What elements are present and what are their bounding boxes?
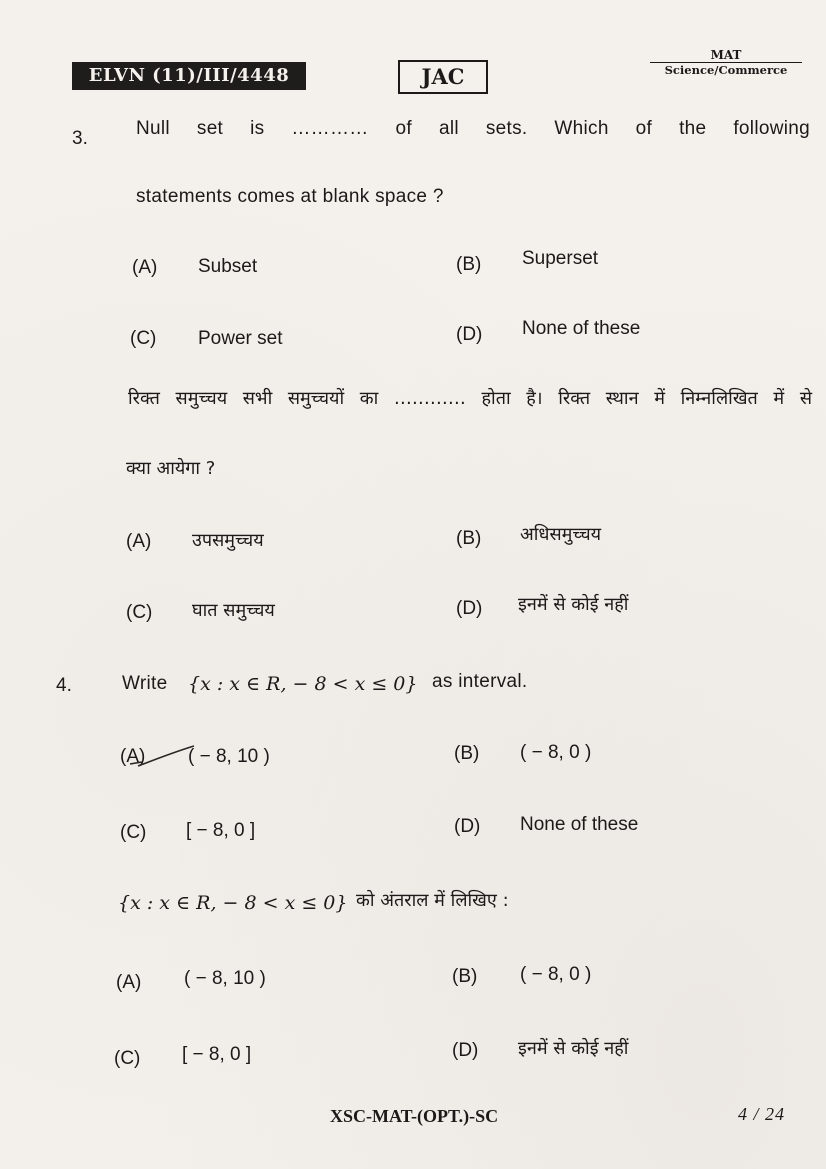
option-text: उपसमुच्चय [192,530,264,551]
question-text-line: Null set is ………… of all sets. Which of the following [136,118,810,139]
option-text: ( − 8, 0 ) [520,964,592,985]
question-number: 4. [56,675,72,696]
option-text: Power set [198,328,283,349]
option-label: (D) [456,324,483,345]
set-notation: {x : x ∈ R, − 8 < x ≤ 0} [118,892,348,914]
subject-block [650,48,802,77]
question-text-line-hindi: रिक्त समुच्चय सभी समुच्चयों का ………… होता है। रिक्त स्थान में निम्नलिखित में से [128,388,812,409]
subject-label: MAT [710,48,742,62]
board-badge: JAC [398,60,488,94]
option-text: None of these [520,814,639,835]
option-label: (B) [454,743,480,764]
option-label: (A) [116,972,142,993]
option-text: Superset [522,248,599,269]
option-label: (B) [452,966,478,987]
option-text: इनमें से कोई नहीं [518,1038,629,1059]
option-label: (C) [120,822,147,843]
option-label: (C) [114,1048,141,1069]
question-suffix: as interval. [432,671,528,692]
paper-code-badge: ELVN (11)/III/4448 [72,62,306,90]
option-text: अधिसमुच्चय [520,524,602,545]
option-text: ( − 8, 10 ) [188,746,270,767]
option-text: ( − 8, 0 ) [520,742,592,763]
question-suffix-hindi: को अंतराल में लिखिए : [356,890,509,911]
option-text: [ − 8, 0 ] [182,1044,252,1065]
option-label: (C) [130,328,157,349]
question-prefix: Write [122,673,168,694]
option-label: (D) [452,1040,479,1061]
set-notation: {x : x ∈ R, − 8 < x ≤ 0} [188,673,418,695]
option-label: (A) [132,257,158,278]
stream-label: Science/Commerce [650,62,802,77]
option-text: इनमें से कोई नहीं [518,594,629,615]
option-label: (B) [456,254,482,275]
option-label: (D) [456,598,483,619]
option-text: घात समुच्चय [192,600,275,621]
option-label: (B) [456,528,482,549]
question-text-line: statements comes at blank space ? [136,186,444,207]
option-text: None of these [522,318,641,339]
option-text: [ − 8, 0 ] [186,820,256,841]
footer-code: XSC-MAT-(OPT.)-SC [330,1106,499,1126]
question-text-line-hindi: क्या आयेगा ? [126,458,216,479]
question-number: 3. [72,128,88,149]
option-label: (D) [454,816,481,837]
option-text: Subset [198,256,258,277]
option-label: (A) [126,531,152,552]
option-text: ( − 8, 10 ) [184,968,266,989]
option-label: (C) [126,602,153,623]
page-number: 4 / 24 [738,1104,786,1124]
option-label: (A) [120,746,146,767]
